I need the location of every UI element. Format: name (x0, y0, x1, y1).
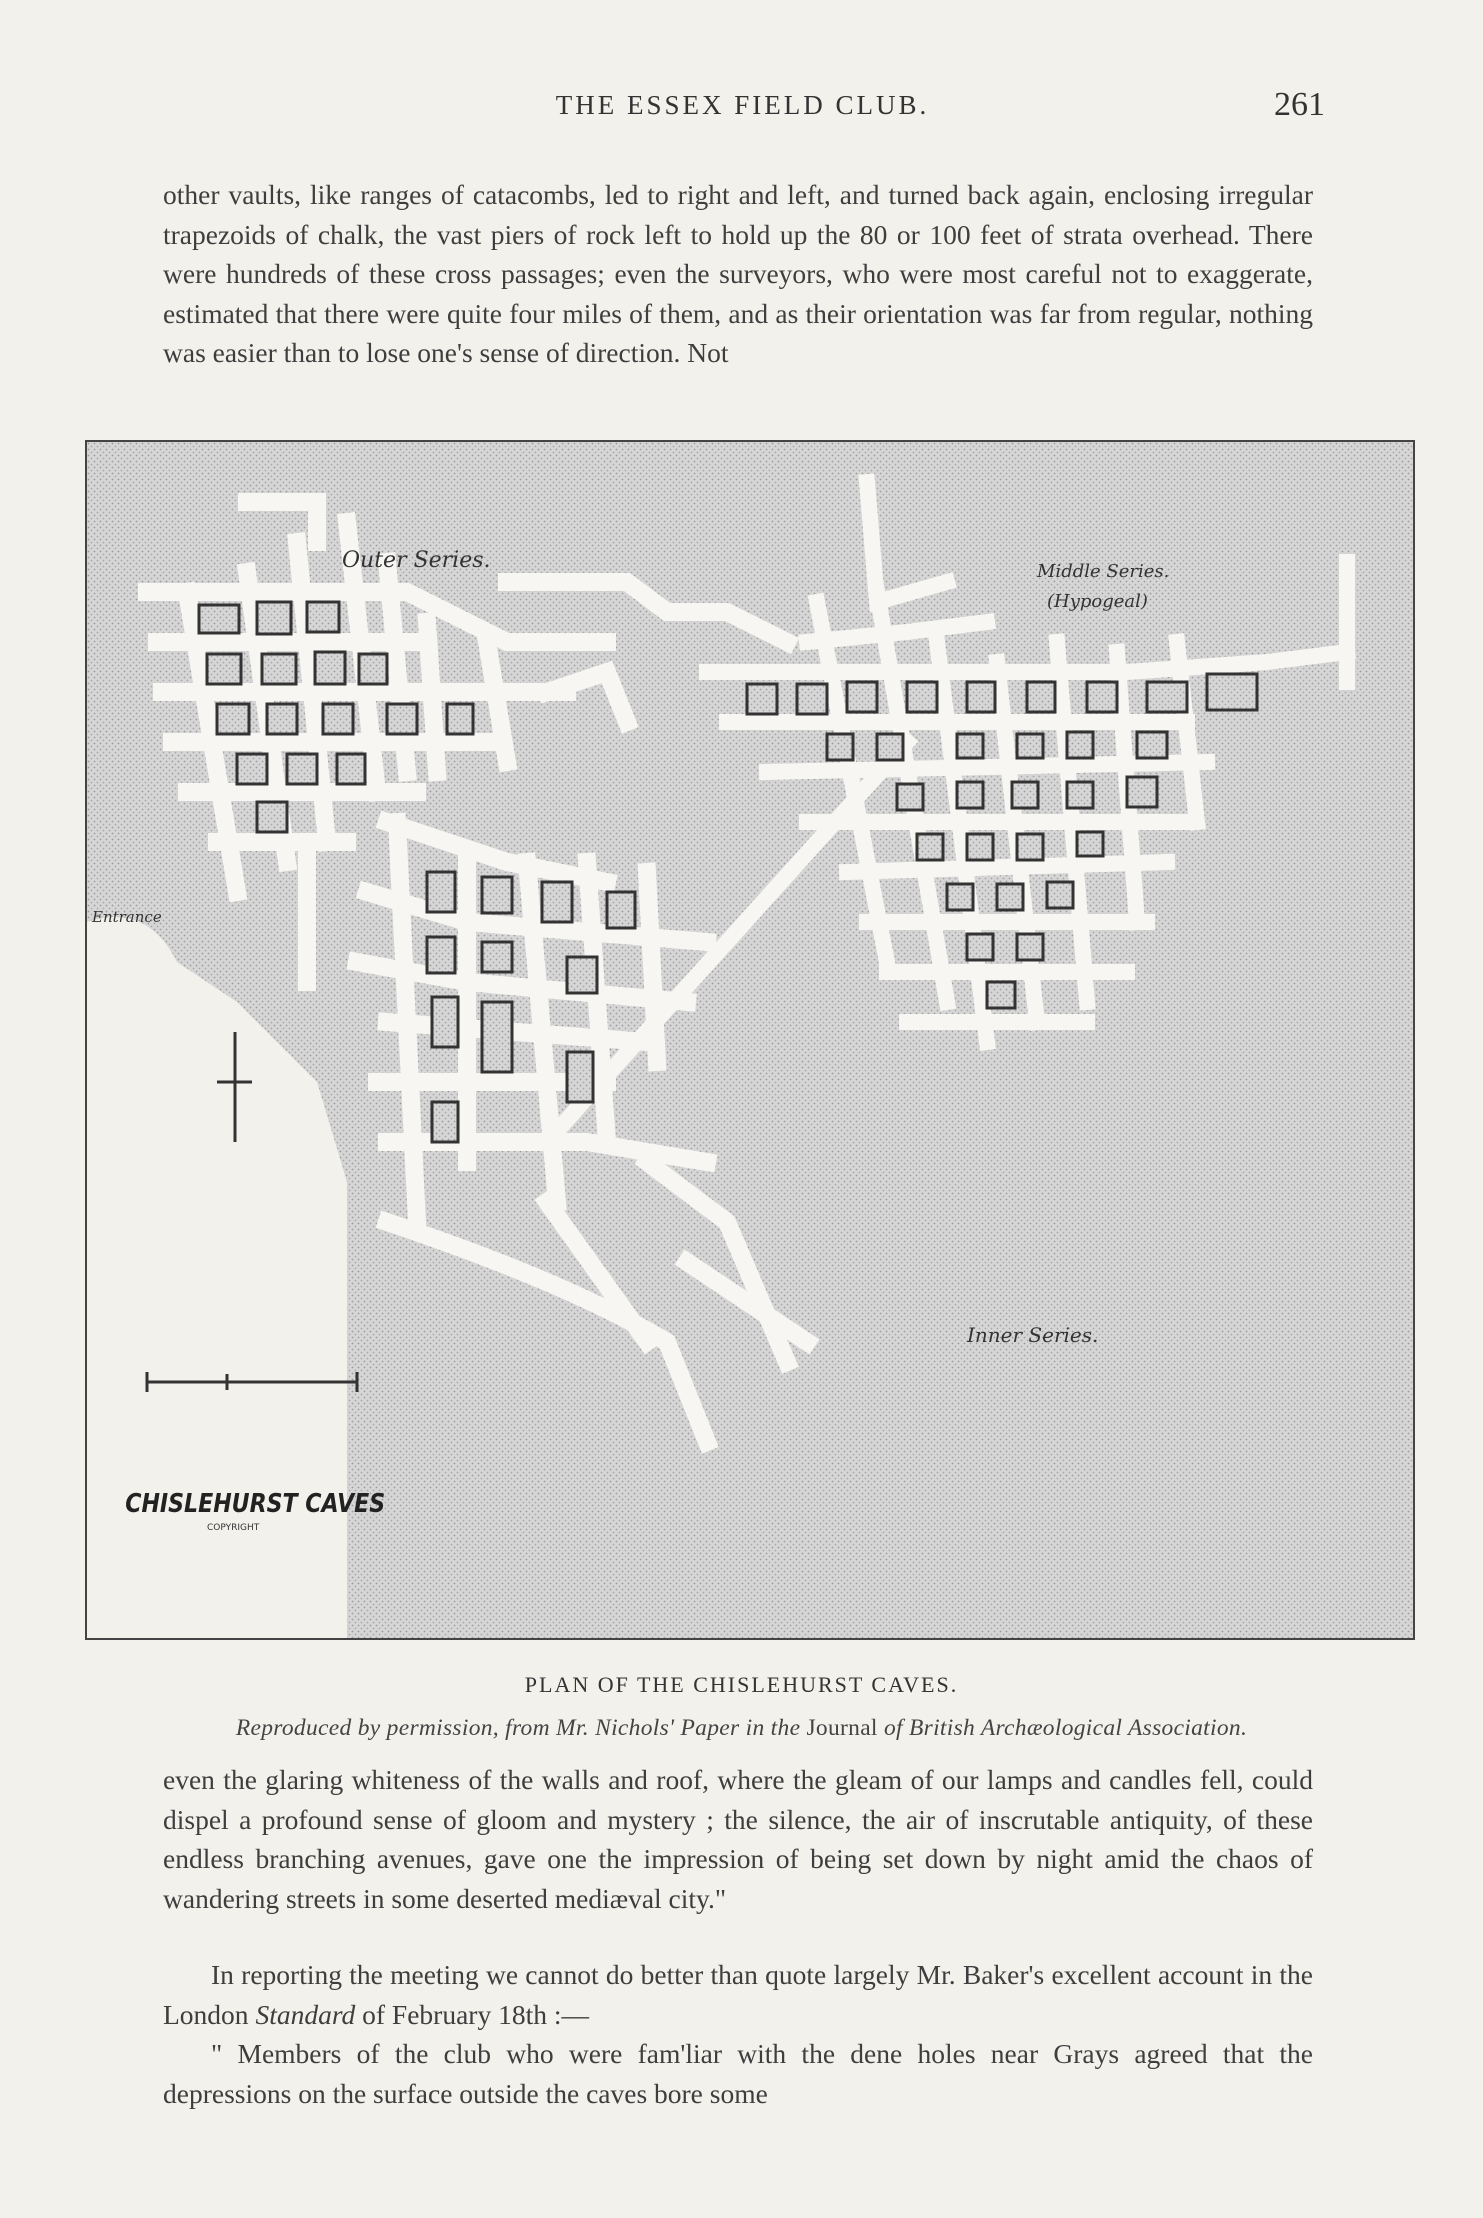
paragraph-after-figure: even the glaring whiteness of the walls and roof, where the gleam of our lamps and candles fell, could dispel a profound sense of gloom and mystery ; the silence, the air of inscrutable antiquity, of these endless branching avenues, gave one the impression of being set down by night amid the chaos of wandering streets in some deserted mediæval city." (163, 1764, 1313, 1914)
label-middle-series: Middle Series. (1037, 561, 1170, 582)
running-head (160, 86, 1325, 130)
figure-caption-title: PLAN OF THE CHISLEHURST CAVES. (524, 1672, 959, 1697)
cave-plan-figure (85, 440, 1415, 1640)
reporting-end: of February 18th :— (355, 1998, 589, 2030)
reporting-text: In reporting the meeting we cannot do better than quote largely Mr. Baker's excellent account in the London (163, 1959, 1313, 2030)
cave-plan-map (87, 442, 1413, 1638)
map-title: CHISLEHURST CAVES (125, 1488, 386, 1519)
label-outer-series: Outer Series. (342, 548, 491, 573)
label-hypogeal: (Hypogeal) (1047, 591, 1148, 612)
label-entrance: Entrance (92, 908, 162, 926)
caption-credit-journal: Journal (806, 1715, 878, 1741)
label-inner-series: Inner Series. (967, 1323, 1099, 1347)
caption-credit-part1: Reproduced by permission, from Mr. Nichols' Paper in the (235, 1715, 807, 1741)
caption-credit-part2: of British Archæological Association. (877, 1715, 1248, 1741)
paragraph-reporting (163, 1955, 1313, 2034)
paragraph-top: other vaults, like ranges of catacombs, led to right and left, and turned back again, enclosing irregular trapezoids of chalk, the vast piers of rock left to hold up the 80 or 100 feet of strata overhead. There were hundreds of these cross passages; even the surveyors, who were most careful not to exaggerate, estimated that there were quite four miles of them, and as their orientation was far from regular, nothing was easier than to lose one's sense of direction. Not (163, 179, 1313, 369)
page-number: 261 (1274, 86, 1325, 123)
standard-title: Standard (255, 1998, 356, 2030)
paragraph-quote: " Members of the club who were fam'liar with the dene holes near Grays agreed that the depressions on the surface outside the caves bore some (163, 2038, 1313, 2109)
figure-caption-credit (0, 1715, 1483, 1742)
map-copyright: COPYRIGHT (207, 1523, 260, 1533)
running-title: THE ESSEX FIELD CLUB. (555, 90, 930, 120)
